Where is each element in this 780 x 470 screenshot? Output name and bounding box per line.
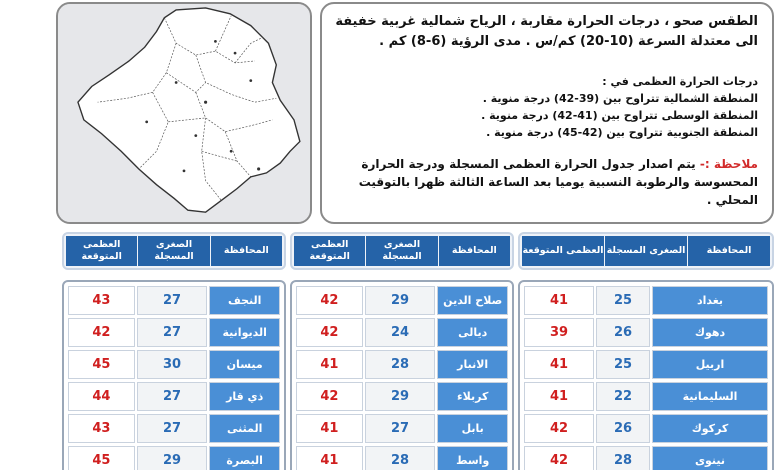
province-name: كركوك <box>652 414 768 443</box>
header-province: المحافظة <box>687 236 770 266</box>
min-temp: 29 <box>137 446 208 470</box>
header-min: الصغرى المسجلة <box>604 236 687 266</box>
province-name: بغداد <box>652 286 768 315</box>
min-temp: 26 <box>596 318 650 347</box>
min-temp: 22 <box>596 382 650 411</box>
region-middle: المنطقة الوسطى تتراوح بين (41-42) درجة منوية . <box>481 109 758 122</box>
header-group-right <box>518 232 774 270</box>
min-temp: 30 <box>137 350 208 379</box>
max-temp: 43 <box>68 414 135 443</box>
iraq-map <box>56 2 312 224</box>
max-temp: 42 <box>524 446 594 470</box>
province-name: النجف <box>209 286 280 315</box>
header-group-left <box>62 232 286 270</box>
max-temp: 41 <box>296 350 363 379</box>
table-left <box>62 280 286 470</box>
max-temp: 39 <box>524 318 594 347</box>
max-temp: 41 <box>296 414 363 443</box>
province-name: الديوانية <box>209 318 280 347</box>
province-name: اربيل <box>652 350 768 379</box>
max-temp: 41 <box>296 446 363 470</box>
province-name: المثنى <box>209 414 280 443</box>
province-name: ميسان <box>209 350 280 379</box>
min-temp: 27 <box>137 382 208 411</box>
min-temp: 28 <box>365 350 436 379</box>
min-temp: 27 <box>137 318 208 347</box>
header-max: العظمى المتوقعة <box>522 236 604 266</box>
note-label: ملاحظة :- <box>699 157 758 171</box>
forecast-main-text: الطقس صحو ، درجات الحرارة مقاربة ، الرياح شمالية غربية خفيفة الى معتدلة السرعة (10-20) كم/س . مدى الرؤية (6-8) كم . <box>335 14 758 49</box>
max-temp: 41 <box>524 350 594 379</box>
province-name: ديالى <box>437 318 508 347</box>
max-temp: 43 <box>68 286 135 315</box>
province-name: نينوى <box>652 446 768 470</box>
min-temp: 29 <box>365 382 436 411</box>
forecast-panel <box>320 2 774 224</box>
min-temp: 27 <box>137 414 208 443</box>
province-name: دهوك <box>652 318 768 347</box>
min-temp: 28 <box>365 446 436 470</box>
iraq-map-drawing <box>58 4 310 222</box>
min-temp: 28 <box>596 446 650 470</box>
province-name: الانبار <box>437 350 508 379</box>
note-text: يتم اصدار جدول الحرارة العظمى المسجلة ودرجة الحرارة المحسوسة والرطوبة النسبية يوميا بعد الساعة الثالثة ظهرا بالتوقيت المحلي . <box>358 157 758 207</box>
min-temp: 25 <box>596 286 650 315</box>
max-temp: 42 <box>68 318 135 347</box>
header-min: الصغرى المسجلة <box>137 236 209 266</box>
max-temp: 42 <box>296 382 363 411</box>
max-temp: 42 <box>296 318 363 347</box>
min-temp: 24 <box>365 318 436 347</box>
province-name: واسط <box>437 446 508 470</box>
region-north: المنطقة الشمالية تتراوح بين (39-42) درجة منوية . <box>482 92 758 105</box>
province-name: كربلاء <box>437 382 508 411</box>
table-middle <box>290 280 514 470</box>
max-temp: 42 <box>296 286 363 315</box>
province-name: ذي قار <box>209 382 280 411</box>
province-name: السليمانية <box>652 382 768 411</box>
region-south: المنطقة الجنوبية تتراوح بين (42-45) درجة منوية . <box>486 126 758 139</box>
header-province: المحافظة <box>438 236 510 266</box>
min-temp: 27 <box>137 286 208 315</box>
min-temp: 25 <box>596 350 650 379</box>
forecast-note <box>332 155 758 209</box>
max-temp: 41 <box>524 382 594 411</box>
header-max: العظمى المتوقعة <box>294 236 365 266</box>
max-temp: 44 <box>68 382 135 411</box>
max-temp: 42 <box>524 414 594 443</box>
header-min: الصغرى المسجلة <box>365 236 437 266</box>
min-temp: 26 <box>596 414 650 443</box>
min-temp: 29 <box>365 286 436 315</box>
province-name: بابل <box>437 414 508 443</box>
table-right <box>518 280 774 470</box>
province-name: البصرة <box>209 446 280 470</box>
max-temp: 41 <box>524 286 594 315</box>
header-province: المحافظة <box>210 236 282 266</box>
header-max: العظمى المتوقعة <box>66 236 137 266</box>
max-temp-title: درجات الحرارة العظمى في : <box>602 75 758 88</box>
max-temp: 45 <box>68 350 135 379</box>
max-temp: 45 <box>68 446 135 470</box>
province-name: صلاح الدين <box>437 286 508 315</box>
header-group-middle <box>290 232 514 270</box>
min-temp: 27 <box>365 414 436 443</box>
